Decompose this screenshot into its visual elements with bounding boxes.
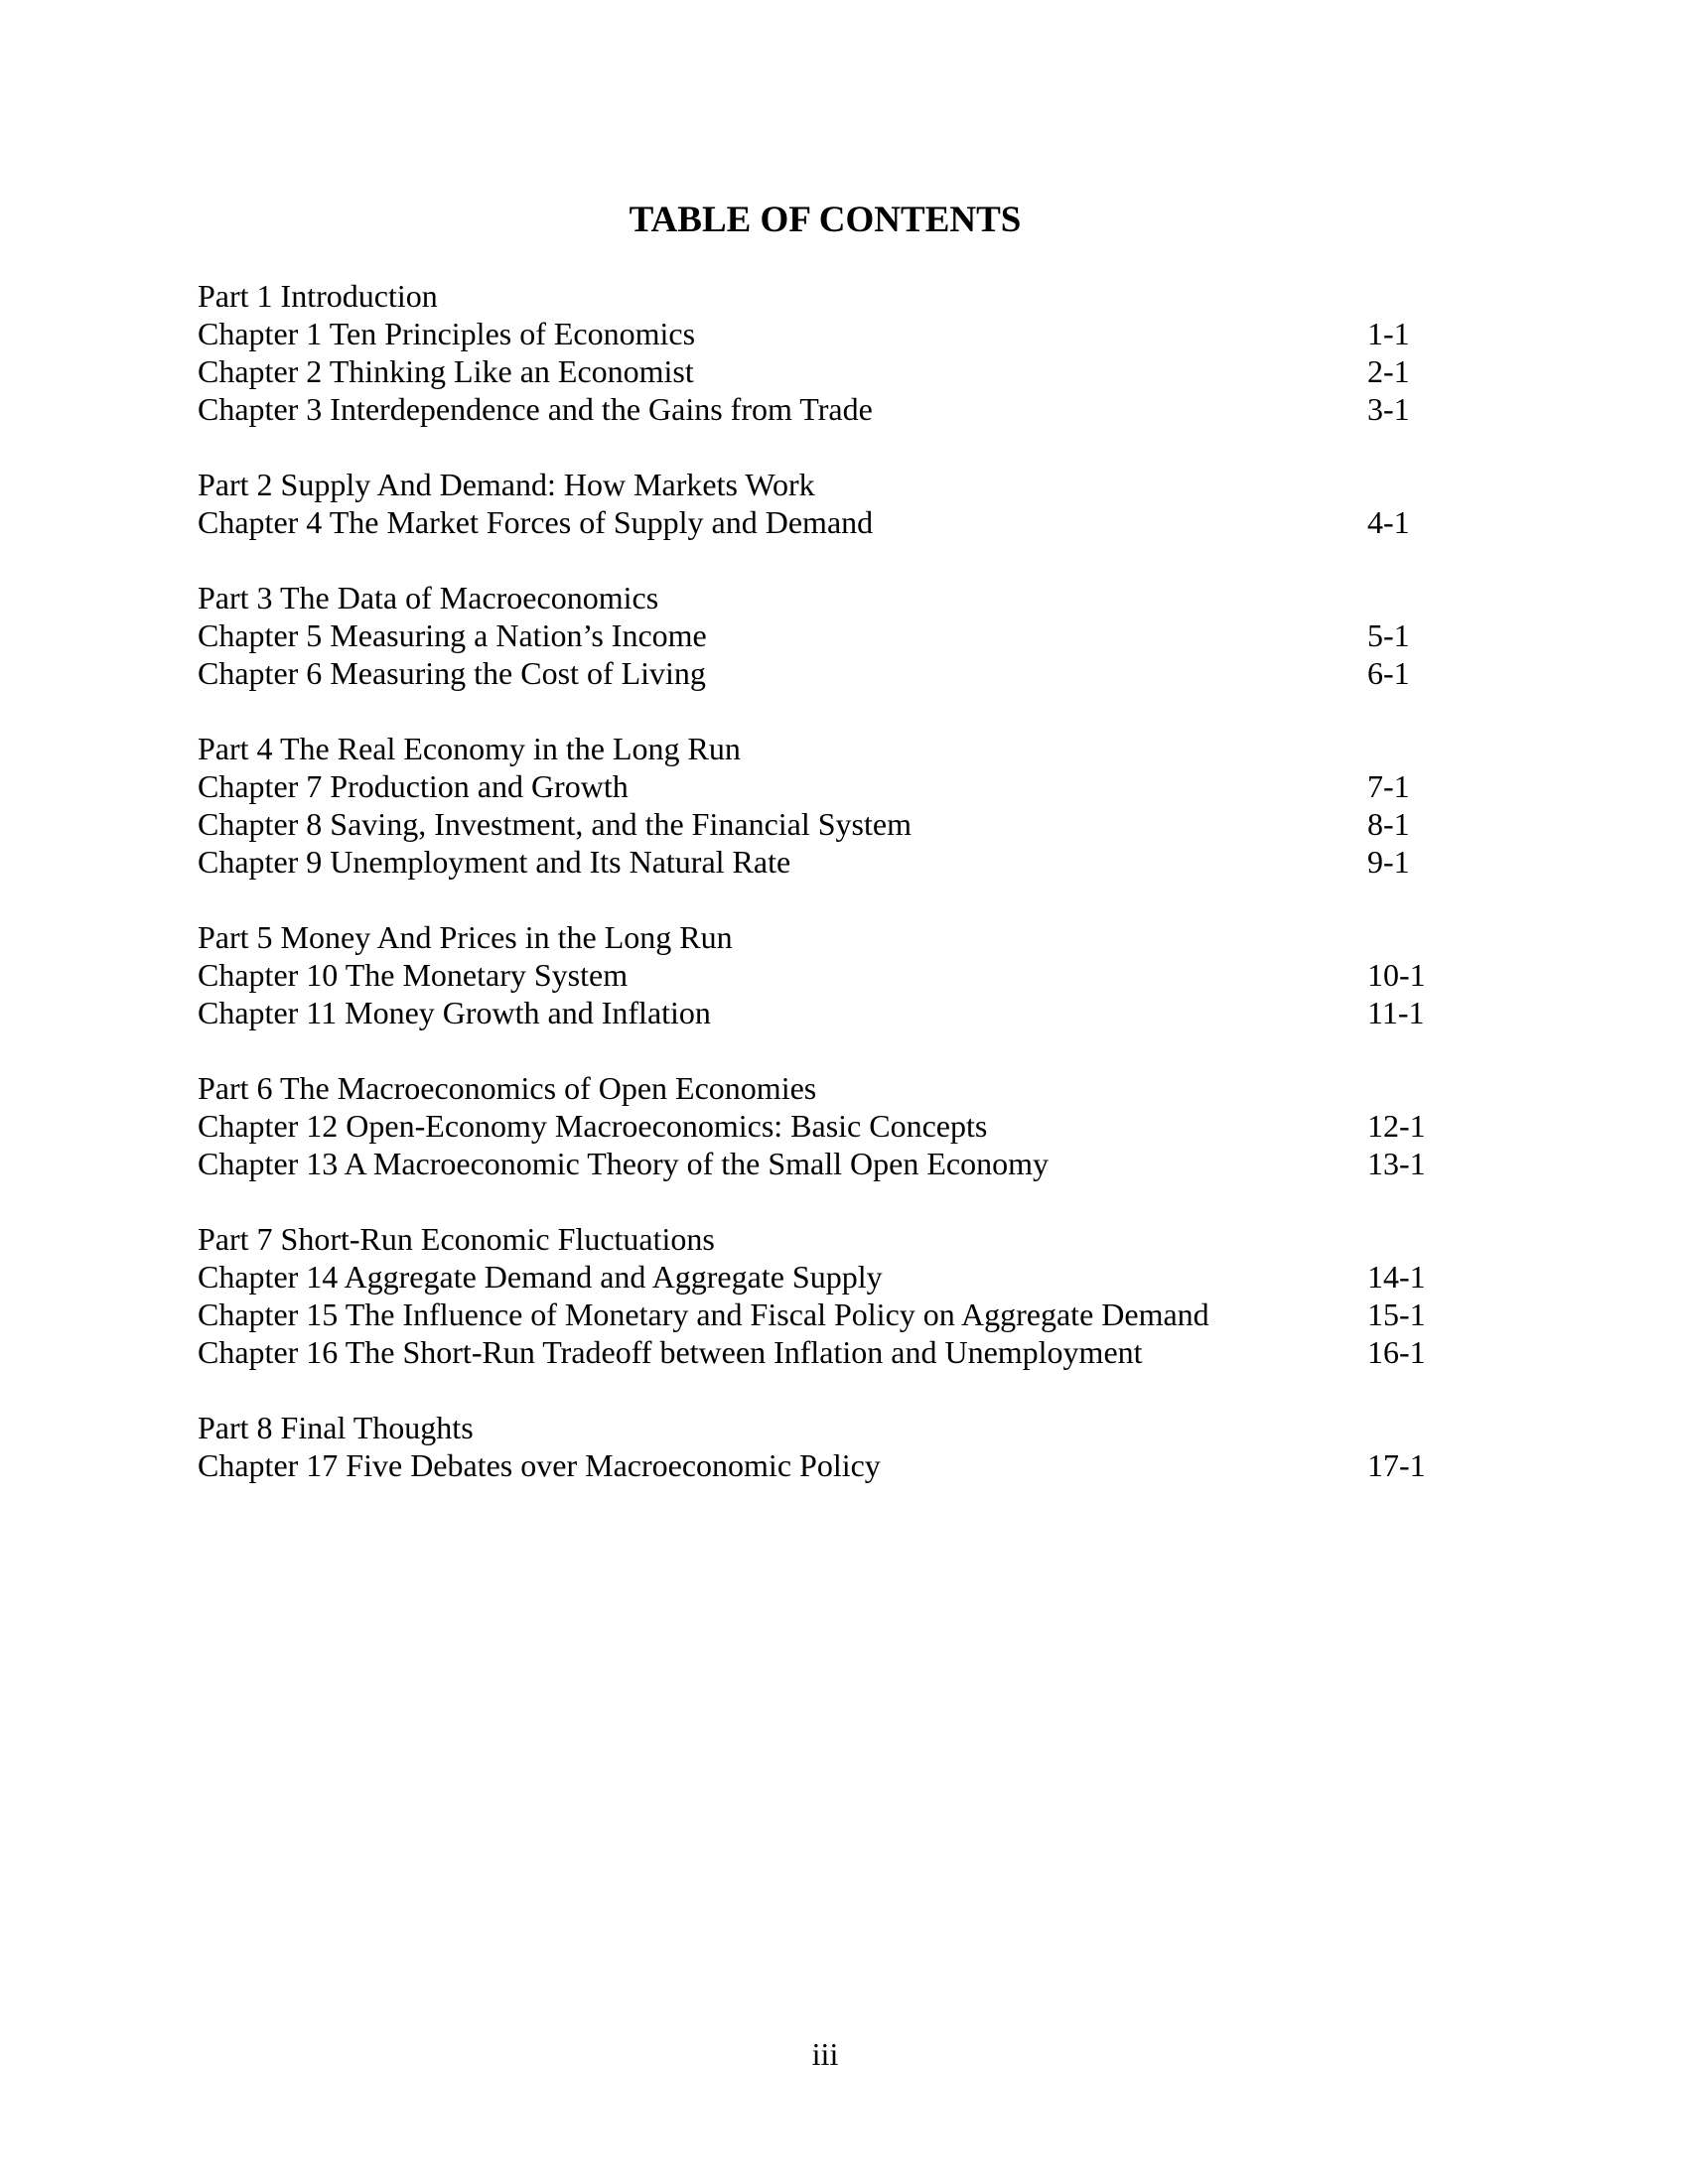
chapter-entry	[198, 767, 1429, 805]
chapter-entry	[198, 352, 1429, 390]
chapter-entry	[198, 805, 1429, 843]
chapter-page-number: 10-1	[1367, 957, 1426, 993]
chapter-entry	[198, 315, 1429, 352]
chapter-title: Chapter 8 Saving, Investment, and the Financial System	[198, 806, 912, 842]
chapter-title: Chapter 7 Production and Growth	[198, 768, 629, 804]
chapter-page-number: 12-1	[1367, 1108, 1426, 1144]
chapter-page-number: 7-1	[1367, 768, 1410, 804]
part-heading: Part 8 Final Thoughts	[198, 1410, 474, 1445]
chapter-title: Chapter 11 Money Growth and Inflation	[198, 995, 711, 1030]
chapter-title: Chapter 9 Unemployment and Its Natural Rate	[198, 844, 791, 880]
chapter-title: Chapter 12 Open-Economy Macroeconomics: Basic Concepts	[198, 1108, 988, 1144]
chapter-entry	[198, 1446, 1429, 1484]
toc-part	[198, 918, 1429, 1031]
chapter-title: Chapter 2 Thinking Like an Economist	[198, 353, 694, 389]
part-heading: Part 4 The Real Economy in the Long Run	[198, 731, 741, 766]
chapter-page-number: 9-1	[1367, 844, 1410, 880]
chapter-page-number: 5-1	[1367, 617, 1410, 653]
chapter-title: Chapter 3 Interdependence and the Gains from Trade	[198, 391, 873, 427]
page-title: TABLE OF CONTENTS	[629, 200, 1022, 240]
part-heading: Part 2 Supply And Demand: How Markets Work	[198, 467, 815, 502]
chapter-entry	[198, 390, 1429, 428]
chapter-title: Chapter 15 The Influence of Monetary and Fiscal Policy on Aggregate Demand	[198, 1297, 1209, 1332]
chapter-entry	[198, 956, 1429, 994]
part-heading: Part 6 The Macroeconomics of Open Economies	[198, 1070, 817, 1106]
chapter-title: Chapter 14 Aggregate Demand and Aggregate Supply	[198, 1259, 883, 1295]
chapter-entry	[198, 616, 1429, 654]
chapter-title: Chapter 13 A Macroeconomic Theory of the Small Open Economy	[198, 1146, 1049, 1181]
toc-part	[198, 466, 1429, 541]
chapter-page-number: 16-1	[1367, 1334, 1426, 1370]
chapter-page-number: 1-1	[1367, 316, 1410, 351]
toc-part	[198, 1069, 1429, 1182]
chapter-page-number: 11-1	[1367, 995, 1425, 1030]
chapter-page-number: 13-1	[1367, 1146, 1426, 1181]
table-of-contents	[198, 277, 1429, 1522]
toc-part	[198, 579, 1429, 692]
chapter-entry	[198, 994, 1429, 1031]
chapter-page-number: 2-1	[1367, 353, 1410, 389]
chapter-title: Chapter 5 Measuring a Nation’s Income	[198, 617, 707, 653]
chapter-entry	[198, 843, 1429, 881]
chapter-entry	[198, 1107, 1429, 1145]
chapter-title: Chapter 6 Measuring the Cost of Living	[198, 655, 706, 691]
chapter-entry	[198, 1145, 1429, 1182]
toc-part	[198, 1220, 1429, 1371]
chapter-page-number: 6-1	[1367, 655, 1410, 691]
part-heading: Part 5 Money And Prices in the Long Run	[198, 919, 733, 955]
chapter-entry	[198, 1333, 1429, 1371]
chapter-entry	[198, 1258, 1429, 1296]
chapter-title: Chapter 4 The Market Forces of Supply and Demand	[198, 504, 874, 540]
toc-part	[198, 277, 1429, 428]
part-heading: Part 7 Short-Run Economic Fluctuations	[198, 1221, 715, 1257]
chapter-entry	[198, 654, 1429, 692]
chapter-page-number: 17-1	[1367, 1447, 1426, 1483]
toc-part	[198, 730, 1429, 881]
part-heading: Part 3 The Data of Macroeconomics	[198, 580, 659, 615]
toc-part	[198, 1409, 1429, 1484]
chapter-page-number: 15-1	[1367, 1297, 1426, 1332]
chapter-page-number: 8-1	[1367, 806, 1410, 842]
chapter-title: Chapter 1 Ten Principles of Economics	[198, 316, 696, 351]
part-heading: Part 1 Introduction	[198, 278, 438, 314]
chapter-title: Chapter 10 The Monetary System	[198, 957, 629, 993]
chapter-page-number: 3-1	[1367, 391, 1410, 427]
page-number: iii	[811, 2036, 839, 2072]
chapter-title: Chapter 16 The Short-Run Tradeoff between Inflation and Unemployment	[198, 1334, 1143, 1370]
chapter-page-number: 4-1	[1367, 504, 1410, 540]
chapter-title: Chapter 17 Five Debates over Macroeconomic Policy	[198, 1447, 881, 1483]
chapter-entry	[198, 503, 1429, 541]
chapter-page-number: 14-1	[1367, 1259, 1426, 1295]
chapter-entry	[198, 1296, 1429, 1333]
